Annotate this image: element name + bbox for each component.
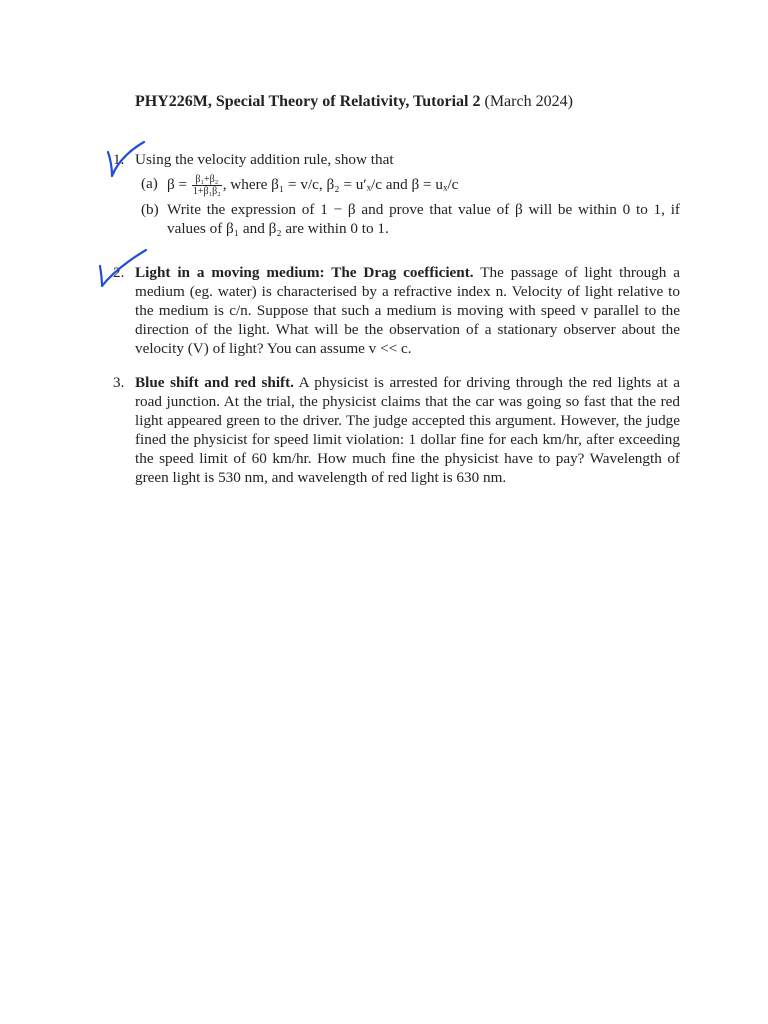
question-2 (113, 263, 680, 358)
question-1a-beta: β = (167, 175, 188, 193)
question-3 (113, 373, 680, 487)
title-date: (March 2024) (484, 93, 573, 110)
question-2-number: 2. (113, 264, 125, 281)
checkmark-icon (100, 138, 150, 180)
question-2-heading: Light in a moving medium: The Drag coefficient. (135, 264, 474, 281)
question-1 (113, 150, 680, 238)
fraction-numerator: β₁+β₂ (192, 174, 222, 186)
question-2-body: The passage of light through a medium (eg. water) is characterised by a refractive index n. Velocity of light relative to the medium is c/n. Suppose that such a medium is moving with speed v parallel to the direction of the light. What will be the observation of a stationary observer about the velocity (V) of light? You can assume v << c. (135, 264, 680, 357)
velocity-fraction (192, 174, 222, 197)
question-3-number: 3. (113, 374, 125, 391)
question-1a-label: (a) (141, 175, 158, 192)
question-1-intro: Using the velocity addition rule, show that (135, 151, 394, 168)
checkmark-2-stroke (100, 250, 146, 286)
question-1b-label: (b) (141, 201, 159, 218)
title-text: PHY226M, Special Theory of Relativity, Tutorial 2 (135, 93, 481, 110)
question-3-body: A physicist is arrested for driving through the red lights at a road junction. At the trial, the physicist claims that the car was going so fast that the red light appeared green to the driver. The judge accepted this argument. However, the judge fined the physicist for speed limit violation: 1 dollar fine for each km/hr, after exceeding the speed limit of 60 km/hr. How much fine the physicist have to pay? Wavelength of green light is 530 nm, and wavelength of red light is 630 nm. (135, 374, 680, 486)
question-1-number: 1. (113, 151, 125, 168)
checkmark-icon (94, 246, 150, 288)
page-title (135, 92, 695, 112)
question-1b (135, 200, 680, 238)
question-1a (135, 174, 680, 197)
fraction-denominator: 1+β₁β₂ (192, 186, 221, 197)
question-1b-text: Write the expression of 1 − β and prove that value of β will be within 0 to 1, if values of β₁ and β₂ are within 0 to 1. (167, 201, 680, 237)
question-1a-rest: , where β₁ = v/c, β₂ = u′ₓ/c and β = uₓ/c (222, 175, 459, 193)
question-3-heading: Blue shift and red shift. (135, 374, 294, 391)
checkmark-1-stroke (108, 142, 144, 176)
